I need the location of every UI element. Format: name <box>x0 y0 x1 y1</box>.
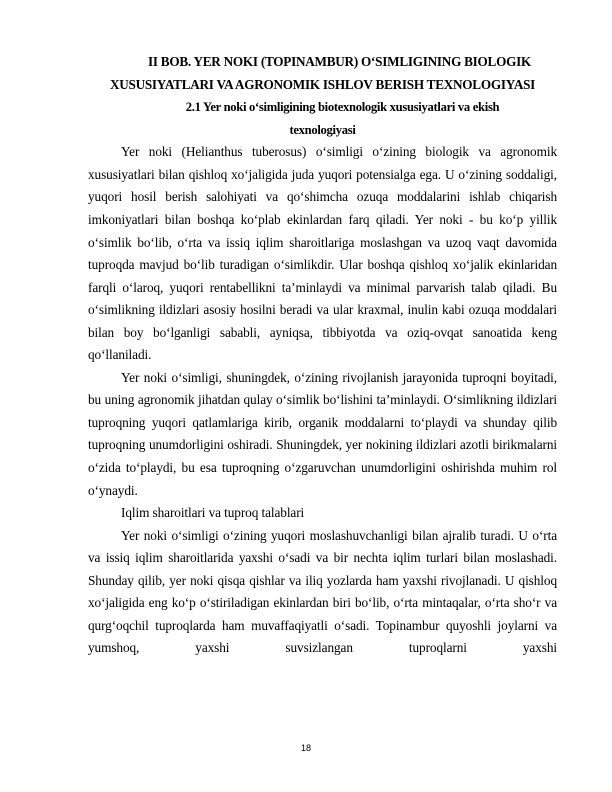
chapter-title-line-1: II BOB. YER NOKI (TOPINAMBUR) O‘SIMLIGINING BIOLOGIK <box>147 54 532 69</box>
section-title-line-1: 2.1 Yer noki o‘simligining biotexnologik xususiyatlari va ekish <box>185 100 500 115</box>
chapter-title-line-2: XUSUSIYATLARI VA AGRONOMIK ISHLOV BERISH TEXNOLOGIYASI <box>109 76 536 92</box>
paragraph-1: Yer noki (Helianthus tuberosus) o‘simligi o‘zining biologik va agronomik xususiyatlari bilan qishloq xo‘jaligida juda yuqori potensialga ega. U o‘zining soddaligi, yuqori hosil berish salohiyati va qo‘shimcha ozuqa moddalarini ishlab chiqarish imkoniyatlari bilan boshqa ko‘plab ekinlardan farq qiladi. Yer noki - bu ko‘p yillik o‘simlik bo‘lib, o‘rta va issiq iqlim sharoitlariga moslashgan va uzoq vaqt davomida tuproqda mavjud bo‘lib turadigan o‘simlikdir. Ular boshqa qishloq xo‘jalik ekinlaridan farqli o‘laroq, yuqori rentabellikni ta’minlaydi va minimal parvarish talab qiladi. Bu o‘simlikning ildizlari asosiy hosilni beradi va ular kraxmal, inulin kabi ozuqa moddalari bilan boy bo‘lganligi sababli, ayniqsa, tibbiyotda va oziq-ovqat sanoatida keng qo‘llaniladi. <box>88 144 557 363</box>
page-number: 18 <box>300 743 311 753</box>
paragraph-2: Yer noki o‘simligi, shuningdek, o‘zining rivojlanish jarayonida tuproqni boyitadi, bu uning agronomik jihatdan qulay o‘simlik bo‘lishini ta’minlaydi. O‘simlikning ildizlari tuproqning yuqori qatlamlariga kirib, organik moddalarni to‘playdi va shunday qilib tuproqning unumdorligini oshiradi. Shuningdek, yer nokining ildizlari azotli birikmalarni o‘zida to‘playdi, bu esa tuproqning o‘zgaruvchan unumdorligini oshirishda muhim rol o‘ynaydi. <box>88 369 557 498</box>
section-title-line-2: texnologiyasi <box>289 122 356 137</box>
subheading-climate-soil: Iqlim sharoitlari va tuproq talablari <box>121 505 305 521</box>
page-content <box>88 51 557 660</box>
paragraph-3: Yer noki o‘simligi o‘zining yuqori moslashuvchanligi bilan ajralib turadi. U o‘rta va issiq iqlim sharoitlarida yaxshi o‘sadi va bir nechta iqlim turlari bilan moslashadi. Shunday qilib, yer noki qisqa qishlar va iliq yozlarda ham yaxshi rivojlanadi. U qishloq xo‘jaligida eng ko‘p o‘stiriladigan ekinlardan biri bo‘lib, o‘rta mintaqalar, o‘rta sho‘r va qurg‘oqchil tuproqlarda ham muvaffaqiyatli o‘sadi. Topinambur quyoshli joylarni va yumshoq, yaxshi suvsizlangan tuproqlarni yaxshi <box>88 527 557 656</box>
